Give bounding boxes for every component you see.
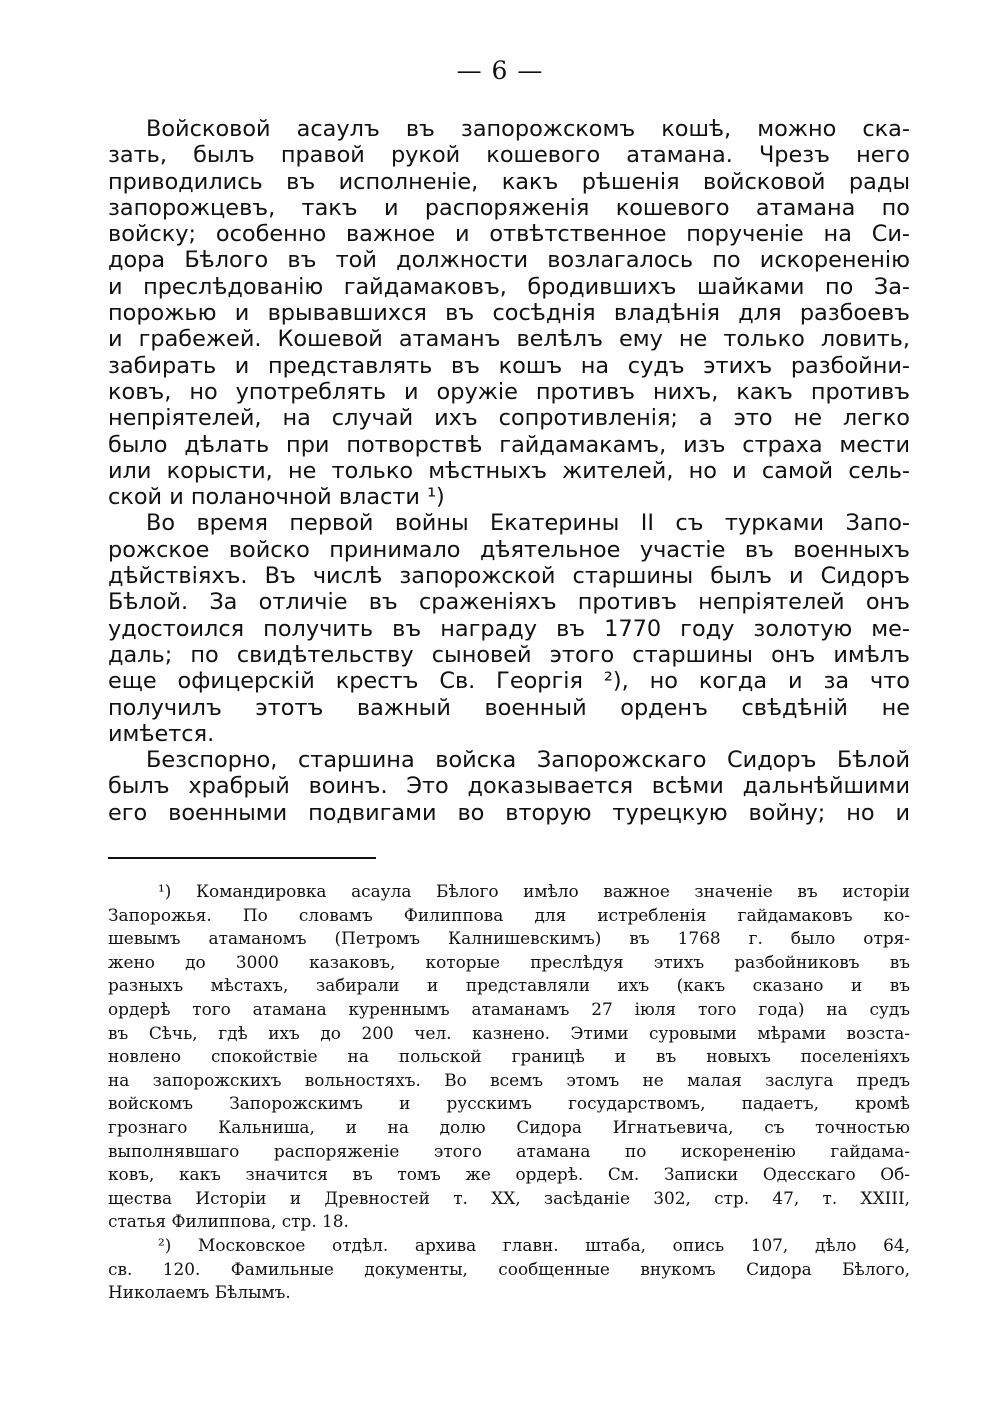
footnote-line: статья Филиппова, стр. 18. — [108, 1211, 349, 1232]
text-line: былъ храбрый воинъ. Это доказывается всѣми дальнѣйшими — [108, 773, 910, 800]
text-line: Во время первой войны Екатерины II съ турками Запо- — [146, 510, 910, 537]
footnote-line: шевымъ атаманомъ (Петромъ Калнишевскимъ) въ 1768 г. было отря- — [108, 928, 910, 949]
paragraph-3 — [108, 747, 910, 826]
text-line: Бѣлой. За отличіе въ сраженіяхъ противъ непріятелей онъ — [108, 589, 910, 616]
text-line: его военными подвигами во вторую турецкую войну; но и — [108, 799, 910, 826]
footnote-line: ¹) Командировка асаула Бѣлого имѣло важное значеніе въ исторіи — [158, 881, 910, 901]
footnote-line: ²) Московское отдѣл. архива главн. штаба, опись 107, дѣло 64, — [158, 1234, 910, 1255]
text-line: еще офицерскій крестъ Св. Георгія ²), но когда и за что — [108, 668, 910, 695]
text-line: Войсковой асаулъ въ запорожскомъ кошѣ, можно ска- — [146, 116, 910, 142]
footnote-line: выполнявшаго распоряженіе этого атамана по искорененію гайдама- — [108, 1140, 910, 1161]
footnote-2 — [108, 1234, 910, 1305]
text-line: или корысти, не только мѣстныхъ жителей, но и самой сель- — [108, 457, 910, 484]
page-number: — 6 — — [456, 56, 544, 85]
footnote-line: св. 120. Фамильные документы, сообщенные внукомъ Сидора Бѣлого, — [108, 1258, 910, 1279]
footnote-line: на запорожскихъ вольностяхъ. Во всемъ этомъ не малая заслуга предъ — [108, 1069, 910, 1090]
text-line: зать, былъ правой рукой кошевого атамана. Чрезъ него — [108, 142, 910, 169]
footnote-line: войскомъ Запорожскимъ и русскимъ государствомъ, падаетъ, кромѣ — [108, 1093, 910, 1114]
footnote-line: ордерѣ того атамана куреннымъ атаманамъ 27 іюля того года) на судъ — [108, 998, 910, 1019]
text-line: и грабежей. Кошевой атаманъ велѣлъ ему не только ловить, — [108, 326, 910, 353]
footnote-line: Николаемъ Бѣлымъ. — [108, 1282, 291, 1303]
text-line: войску; особенно важное и отвѣтственное порученіе на Си- — [108, 221, 910, 248]
text-line: дѣйствіяхъ. Въ числѣ запорожской старшины былъ и Сидоръ — [108, 563, 910, 590]
text-line: порожью и врывавшихся въ сосѣднія владѣнія для разбоевъ — [108, 300, 910, 327]
footnote-line: ковъ, какъ значится въ томъ же ордерѣ. См. Записки Одесскаго Об- — [108, 1164, 910, 1185]
text-line: дора Бѣлого въ той должности возлагалось по искорененію — [108, 247, 910, 274]
paragraph-2 — [108, 510, 910, 747]
text-line: было дѣлать при потворствѣ гайдамакамъ, изъ страха мести — [108, 431, 910, 458]
paragraph-1 — [108, 116, 910, 510]
text-line: получилъ этотъ важный военный орденъ свѣдѣній не — [108, 694, 910, 721]
text-line: удостоился получить въ награду въ 1770 году золотую ме- — [108, 615, 910, 642]
text-line: забирать и представлять въ кошъ на судъ этихъ разбойни- — [108, 352, 910, 379]
footnote-line: новлено спокойствіе на польской границѣ и въ новыхъ поселеніяхъ — [108, 1046, 910, 1067]
footnote-line: грознаго Кальниша, и на долю Сидора Игнатьевича, съ точностью — [108, 1116, 910, 1137]
text-line: непріятелей, на случай ихъ сопротивленія; а это не легко — [108, 405, 910, 432]
footnote-1 — [108, 880, 910, 1234]
text-line: ской и поланочной власти ¹) — [108, 484, 445, 511]
footnote-divider — [108, 857, 376, 859]
text-line: приводились въ исполненіе, какъ рѣшенія войсковой рады — [108, 168, 910, 195]
text-line: рожское войско принимало дѣятельное участіе въ военныхъ — [108, 536, 910, 563]
footnotes — [108, 880, 910, 1305]
footnote-line: разныхъ мѣстахъ, забирали и представляли ихъ (какъ сказано и въ — [108, 975, 910, 996]
text-line: запорожцевъ, такъ и распоряженія кошевого атамана по — [108, 194, 910, 221]
footnote-line: въ Сѣчь, гдѣ ихъ до 200 чел. казнено. Этими суровыми мѣрами возста- — [108, 1022, 910, 1043]
footnote-line: жено до 3000 казаковъ, которые преслѣдуя этихъ разбойниковъ въ — [108, 951, 910, 972]
text-line: Безспорно, старшина войска Запорожскаго Сидоръ Бѣлой — [146, 747, 910, 774]
text-line: и преслѣдованію гайдамаковъ, бродившихъ шайками по За- — [108, 273, 910, 300]
text-line: ковъ, но употреблять и оружіе противъ нихъ, какъ противъ — [108, 378, 910, 405]
main-text — [108, 116, 910, 826]
text-line: даль; по свидѣтельству сыновей этого старшины онъ имѣлъ — [108, 641, 910, 668]
footnote-line: Запорожья. По словамъ Филиппова для истребленія гайдамаковъ ко- — [108, 904, 910, 925]
text-line: имѣется. — [108, 720, 215, 747]
footnote-line: щества Исторіи и Древностей т. XX, засѣданіе 302, стр. 47, т. XXIII, — [108, 1187, 910, 1208]
